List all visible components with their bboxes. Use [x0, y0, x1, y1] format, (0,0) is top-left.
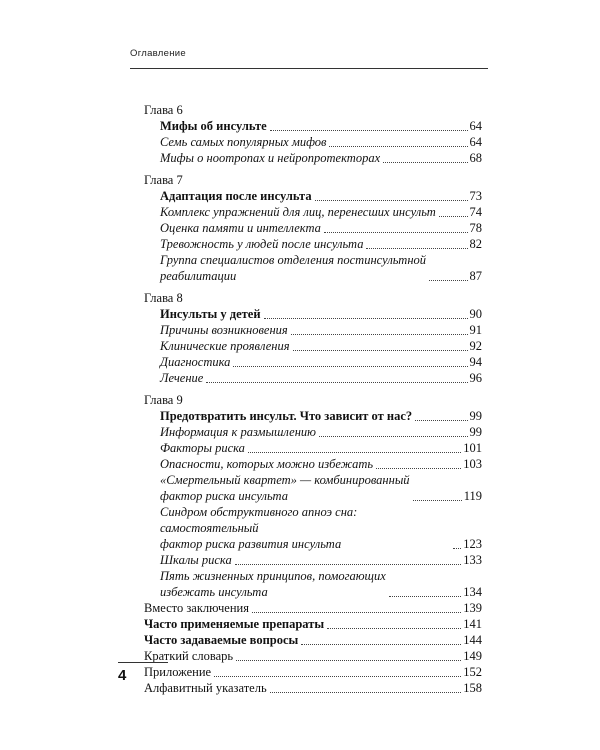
- dot-leader: [329, 146, 467, 147]
- toc-subentry-title: Информация к размышлению: [160, 425, 316, 439]
- toc-subentry-title: Группа специалистов отделения постинсультной реабилитации: [160, 253, 427, 283]
- toc-subentry[interactable]: [160, 568, 482, 600]
- toc-subentry-title: Семь самых популярных мифов: [160, 135, 327, 149]
- toc-subentry[interactable]: [160, 236, 482, 252]
- dot-leader: [453, 548, 461, 549]
- toc-subentry-title: «Смертельный квартет» — комбинированный фактор риска инсульта: [160, 473, 410, 503]
- toc-entry-chapter-8[interactable]: [160, 306, 482, 322]
- toc-subentry[interactable]: [160, 322, 482, 338]
- toc-entry-title: Адаптация после инсульта: [160, 189, 312, 203]
- toc-subentry-page: 133: [463, 553, 482, 567]
- running-header: Оглавление: [130, 48, 186, 59]
- toc-entry-page: 64: [469, 119, 482, 133]
- toc-subentry-title: Комплекс упражнений для лиц, перенесших инсульт: [160, 205, 436, 219]
- toc-entry-title: Краткий словарь: [144, 649, 234, 663]
- toc-entry-title: Мифы об инсульте: [160, 119, 267, 133]
- dot-leader: [383, 162, 467, 163]
- page-number: 4: [118, 667, 127, 684]
- dot-leader: [252, 612, 461, 613]
- dot-leader: [270, 692, 462, 693]
- dot-leader: [235, 564, 462, 565]
- toc-subentry-page: 64: [469, 135, 482, 149]
- toc-entry-appendix[interactable]: [144, 664, 482, 680]
- toc-subentry-page: 78: [469, 221, 482, 235]
- toc-subentry[interactable]: [160, 204, 482, 220]
- toc-entry-title: Часто задаваемые вопросы: [144, 633, 299, 647]
- toc-subentry-title: Синдром обструктивного апноэ сна: самостоятельный фактор риска развития инсульта: [160, 505, 358, 551]
- toc-entry-index[interactable]: [144, 680, 482, 696]
- toc-subentry[interactable]: [160, 220, 482, 236]
- header-rule: [130, 68, 488, 69]
- toc-subentry-page: 96: [469, 371, 482, 385]
- toc-entry-title: Вместо заключения: [144, 601, 249, 615]
- dot-leader: [293, 350, 468, 351]
- toc-entry-title: Приложение: [144, 665, 212, 679]
- chapter-label: Глава 6: [144, 103, 183, 117]
- toc-entry-conclusion[interactable]: [144, 600, 482, 616]
- dot-leader: [301, 644, 461, 645]
- toc-entry-page: 139: [463, 601, 482, 615]
- chapter-label: Глава 7: [144, 173, 183, 187]
- toc-entry-chapter-6[interactable]: [160, 118, 482, 134]
- dot-leader: [366, 248, 467, 249]
- dot-leader: [236, 660, 461, 661]
- dot-leader: [248, 452, 461, 453]
- toc-entry-page: 152: [463, 665, 482, 679]
- toc-subentry[interactable]: [160, 134, 482, 150]
- toc-subentry-title: Шкалы риска: [160, 553, 232, 567]
- toc-subentry-title: Оценка памяти и интеллекта: [160, 221, 321, 235]
- toc-entry-page: 99: [469, 409, 482, 423]
- toc-subentry[interactable]: [160, 504, 482, 552]
- dot-leader: [319, 436, 468, 437]
- toc-subentry-title: Лечение: [160, 371, 204, 385]
- footer-rule: [118, 662, 168, 663]
- toc-entry-page: 141: [463, 617, 482, 631]
- toc-entry-page: 144: [463, 633, 482, 647]
- dot-leader: [270, 130, 468, 131]
- toc-entry-page: 73: [469, 189, 482, 203]
- dot-leader: [439, 216, 468, 217]
- toc-entry-drugs[interactable]: [144, 616, 482, 632]
- toc-subentry-page: 82: [469, 237, 482, 251]
- toc-entry-chapter-7[interactable]: [160, 188, 482, 204]
- toc-subentry-page: 103: [463, 457, 482, 471]
- toc-entry-faq[interactable]: [144, 632, 482, 648]
- chapter-label: Глава 8: [144, 291, 183, 305]
- toc-entry-page: 149: [463, 649, 482, 663]
- dot-leader: [389, 596, 461, 597]
- toc-entry-title: Инсульты у детей: [160, 307, 261, 321]
- toc-entry-title: Алфавитный указатель: [144, 681, 267, 695]
- toc-subentry-title: Тревожность у людей после инсульта: [160, 237, 364, 251]
- dot-leader: [233, 366, 467, 367]
- toc-subentry-page: 134: [463, 585, 482, 599]
- toc-subentry[interactable]: [160, 354, 482, 370]
- toc-subentry-page: 74: [469, 205, 482, 219]
- dot-leader: [315, 200, 468, 201]
- toc-entry-title: Часто применяемые препараты: [144, 617, 325, 631]
- toc-subentry-page: 92: [469, 339, 482, 353]
- toc-subentry-title: Факторы риска: [160, 441, 245, 455]
- toc-entry-glossary[interactable]: [144, 648, 482, 664]
- dot-leader: [264, 318, 468, 319]
- dot-leader: [376, 468, 461, 469]
- toc-subentry-page: 94: [469, 355, 482, 369]
- toc-subentry[interactable]: [160, 370, 482, 386]
- toc-subentry[interactable]: [160, 150, 482, 166]
- toc-entry-page: 158: [463, 681, 482, 695]
- dot-leader: [324, 232, 468, 233]
- toc-subentry[interactable]: [160, 252, 482, 284]
- dot-leader: [327, 628, 461, 629]
- dot-leader: [429, 280, 467, 281]
- toc-entry-title: Предотвратить инсульт. Что зависит от нас?: [160, 409, 413, 423]
- toc-subentry-page: 91: [469, 323, 482, 337]
- toc-subentry-title: Опасности, которых можно избежать: [160, 457, 374, 471]
- toc-subentry-page: 87: [469, 269, 482, 283]
- dot-leader: [415, 420, 467, 421]
- chapter-label: Глава 9: [144, 393, 183, 407]
- toc-subentry-title: Клинические проявления: [160, 339, 290, 353]
- table-of-contents: [146, 102, 482, 696]
- toc-subentry[interactable]: [160, 440, 482, 456]
- dot-leader: [214, 676, 461, 677]
- toc-subentry-page: 119: [463, 489, 482, 503]
- toc-subentry-page: 68: [469, 151, 482, 165]
- toc-subentry-page: 101: [463, 441, 482, 455]
- toc-subentry-title: Причины возникновения: [160, 323, 288, 337]
- toc-subentry[interactable]: [160, 338, 482, 354]
- toc-entry-chapter-9[interactable]: [160, 408, 482, 424]
- dot-leader: [413, 500, 462, 501]
- toc-subentry[interactable]: [160, 424, 482, 440]
- toc-subentry-title: Пять жизненных принципов, помогающих избежать инсульта: [160, 569, 386, 599]
- toc-subentry-title: Мифы о ноотропах и нейропротекторах: [160, 151, 381, 165]
- toc-subentry[interactable]: [160, 456, 482, 472]
- dot-leader: [206, 382, 467, 383]
- toc-entry-page: 90: [469, 307, 482, 321]
- toc-subentry-title: Диагностика: [160, 355, 231, 369]
- toc-subentry[interactable]: [160, 552, 482, 568]
- dot-leader: [291, 334, 468, 335]
- toc-subentry-page: 99: [469, 425, 482, 439]
- toc-subentry[interactable]: [160, 472, 482, 504]
- toc-subentry-page: 123: [463, 537, 482, 551]
